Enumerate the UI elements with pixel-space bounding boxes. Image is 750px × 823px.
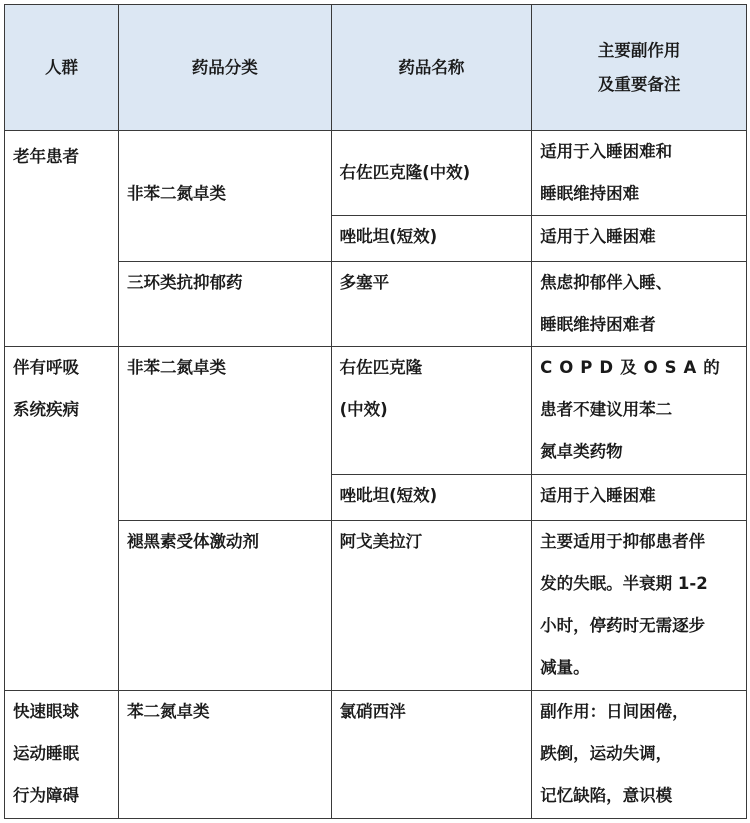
drug-name-cell [331,347,532,475]
drug-class-label: 三环类抗抑郁药 [126,273,243,292]
population-label: 行为障碍 [13,786,79,805]
note-line: 睡眠维持困难 [540,184,640,203]
note-line: 患者不建议用苯二 [540,400,673,419]
note-cell [532,521,747,691]
drug-name-cell [331,521,532,691]
header-side-effects-line2: 及重要备注 [597,74,681,94]
header-side-effects-line1: 主要副作用 [597,40,681,60]
drug-class-label: 非苯二氮卓类 [126,184,226,203]
note-cell [532,262,747,347]
population-label: 快速眼球 [13,702,79,721]
drug-name-label: 右佐匹克隆 [339,358,423,377]
drug-name-label: (中效) [339,400,388,419]
drug-name-cell [331,216,532,262]
note-line: 记忆缺陷，意识模 [540,786,673,805]
drug-class-cell [118,347,331,521]
population-label: 老年患者 [13,147,79,166]
note-line: 主要适用于抑郁患者伴 [540,532,706,551]
note-line: 跌倒，运动失调， [540,744,673,763]
population-cell [5,347,119,691]
header-drug-name: 药品名称 [331,5,532,131]
header-drug-class: 药品分类 [118,5,331,131]
drug-name-label: 右佐匹克隆(中效) [339,163,471,182]
drug-class-label: 非苯二氮卓类 [126,358,226,377]
drug-class-label: 苯二氮卓类 [126,702,210,721]
header-side-effects [532,5,747,131]
table-row [5,131,747,216]
drug-name-cell [331,131,532,216]
note-line: 焦虑抑郁伴入睡、 [540,273,673,292]
note-line: 副作用：日间困倦， [540,702,689,721]
population-cell [5,131,119,347]
header-population: 人群 [5,5,119,131]
note-line: 适用于入睡困难 [540,486,656,505]
note-line: COPD及OSA的 [540,358,727,377]
drug-name-cell [331,262,532,347]
drug-class-label: 褪黑素受体激动剂 [126,532,259,551]
table-row [5,347,747,475]
drug-class-cell [118,691,331,819]
drug-name-cell [331,475,532,521]
table-row [5,691,747,819]
note-cell [532,216,747,262]
note-line: 减量。 [540,658,590,677]
population-label: 伴有呼吸 [13,358,79,377]
note-line: 睡眠维持困难者 [540,315,656,334]
note-cell [532,691,747,819]
note-line: 适用于入睡困难和 [540,142,673,161]
note-cell [532,475,747,521]
note-line: 适用于入睡困难 [540,227,656,246]
note-cell [532,131,747,216]
drug-reference-table [4,4,747,819]
drug-name-cell [331,691,532,819]
table-header-row [5,5,747,131]
drug-class-cell [118,262,331,347]
note-line: 发的失眠。半衰期 1-2 [540,574,708,593]
population-cell [5,691,119,819]
note-line: 氮卓类药物 [540,442,623,461]
drug-class-cell [118,131,331,262]
note-line: 小时，停药时无需逐步 [540,616,706,635]
drug-name-label: 阿戈美拉汀 [339,532,423,551]
drug-name-label: 氯硝西泮 [339,702,406,721]
population-label: 系统疾病 [13,400,79,419]
drug-class-cell [118,521,331,691]
drug-name-label: 多塞平 [339,273,390,292]
drug-name-label: 唑吡坦(短效) [339,486,438,505]
population-label: 运动睡眠 [13,744,79,763]
drug-name-label: 唑吡坦(短效) [339,227,438,246]
note-cell [532,347,747,475]
